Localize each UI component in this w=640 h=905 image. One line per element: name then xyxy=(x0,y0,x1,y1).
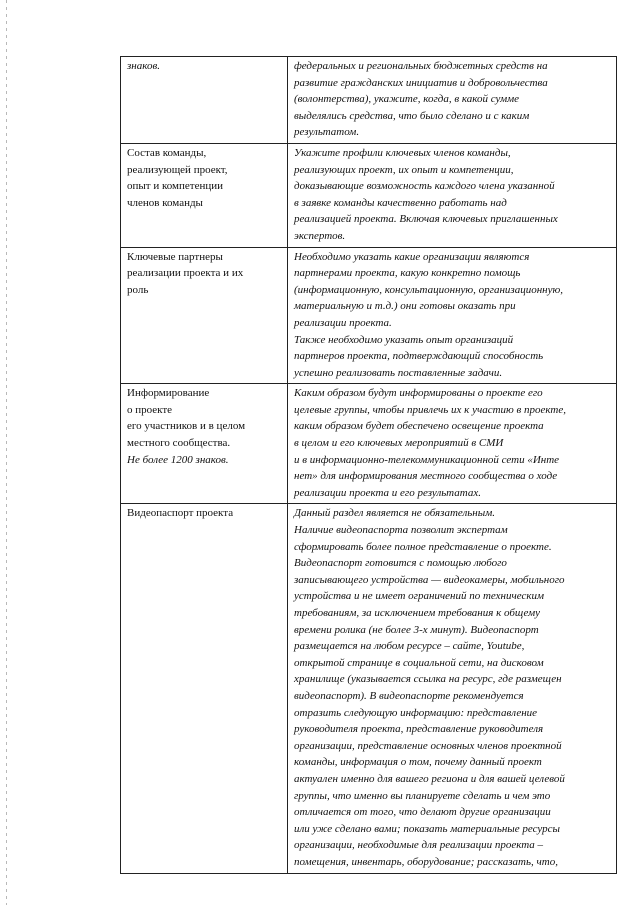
table-row xyxy=(121,504,617,873)
section-description: Необходимо указать какие организации являются партнерами проекта, какую конкретно помощь (информационную, консультационную, организационную, материальную и т.д.) они готовы оказать при реализации проекта. Также необходимо указать опыт организаций партнеров проекта, подтверждающий способность успешно реализовать поставленные задачи. xyxy=(294,250,564,379)
section-label-cell xyxy=(121,504,288,873)
section-label: Видеопаспорт проекта xyxy=(127,507,234,520)
section-description: Данный раздел является не обязательным. Наличие видеопаспорта позволит экспертам сформировать более полное представление о проекте. Видеопаспорт готовится с помощью любого записывающего устройства — видеокамеры, мобильного устройства и не имеет ограничений по техническим требованиям, за исключением требования к общему времени ролика (не более 3-х минут). Видеопаспорт размещается на любом ресурсе – сайте, Youtube, открытой странице в социальной сети, на дисковом хранилище (указывается ссылка на ресурс, где размещен видеопаспорт). В видеопаспорте рекомендуется отразить следующую информацию: представление руководителя проекта, представление руководителя организации, представление основных членов проектной команды, информация о том, почему данный проект актуален именно для вашего региона и для вашей целевой группы, что именно вы планируете сделать и чем это отличается от того, что делают другие организации или уже сделано вами; показать материальные ресурсы организации, необходимые для реализации проекта – помещения, инвентарь, оборудование; рассказать, что, xyxy=(294,507,565,868)
section-description-cell xyxy=(288,504,617,873)
table-row xyxy=(121,143,617,247)
section-description: федеральных и региональных бюджетных средств на развитие гражданских инициатив и добровольчества (волонтерства), укажите, когда, в какой сумме выделялись средства, что было сделано и с каким результатом. xyxy=(294,60,548,139)
section-label-cell xyxy=(121,384,288,504)
scan-margin-line xyxy=(6,0,7,905)
section-label-cell xyxy=(121,57,288,144)
section-description-cell xyxy=(288,384,617,504)
section-description-cell xyxy=(288,247,617,384)
table-row xyxy=(121,57,617,144)
section-description: Укажите профили ключевых членов команды, реализующих проект, их опыт и компетенции, доказывающие возможность каждого члена указанной в заявке команды качественно работать над реализацией проекта. Включая ключевых приглашенных экспертов. xyxy=(294,146,558,242)
section-description-cell xyxy=(288,143,617,247)
section-label: Состав команды, реализующей проект, опыт и компетенции членов команды xyxy=(127,146,228,209)
section-label-cell xyxy=(121,247,288,384)
table-row xyxy=(121,384,617,504)
application-form-table xyxy=(120,56,617,874)
character-limit-note: Не более 1200 знаков. xyxy=(127,453,229,466)
character-limit-note: знаков. xyxy=(127,60,160,72)
table-row xyxy=(121,247,617,384)
section-description-cell xyxy=(288,57,617,144)
section-label-cell xyxy=(121,143,288,247)
section-label: Информирование о проекте его участников и в целом местного сообщества. xyxy=(127,387,246,450)
section-label: Ключевые партнеры реализации проекта и их роль xyxy=(127,250,244,296)
section-description: Каким образом будут информированы о проекте его целевые группы, чтобы привлечь их к участию в проекте, каким образом будет обеспечено освещение проекта в целом и его ключевых мероприятий в СМИ и в информационно-телекоммуникационной сети «Инте нет» для информирования местного сообщества о ходе реализации проекта и его результатах. xyxy=(294,387,567,499)
